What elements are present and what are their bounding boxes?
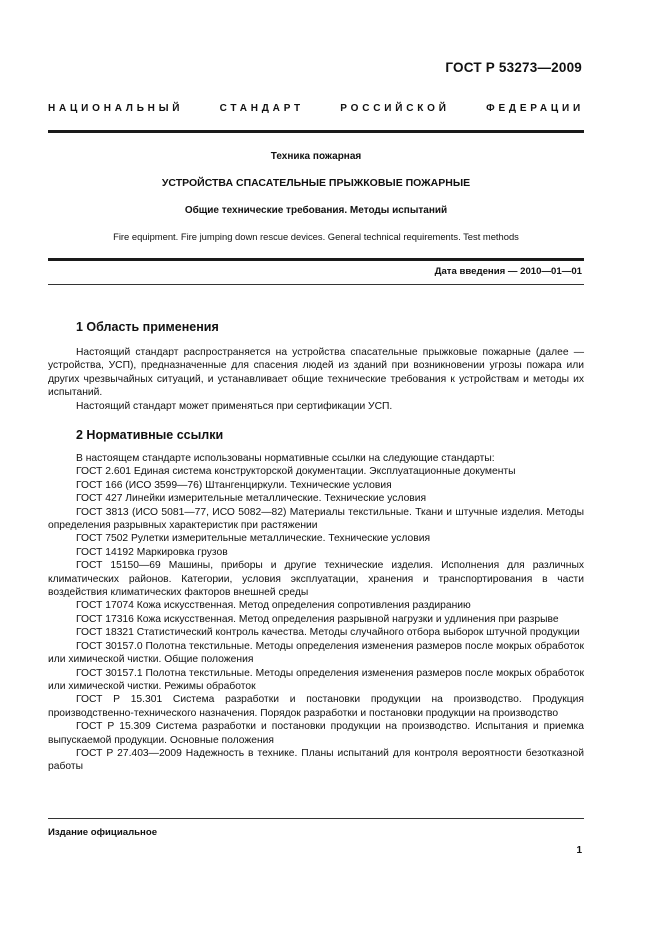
reference-item: ГОСТ 17316 Кожа искусственная. Метод определения разрывной нагрузки и удлинения при разрыве — [76, 613, 559, 625]
title-divider — [48, 258, 584, 261]
top-divider — [48, 130, 584, 133]
section-2-heading: 2 Нормативные ссылки — [76, 428, 224, 442]
footer-divider — [48, 818, 584, 819]
reference-item: ГОСТ Р 27.403—2009 Надежность в технике. Планы испытаний для контроля вероятности безотказной работы — [48, 747, 584, 773]
national-standard-banner: НАЦИОНАЛЬНЫЙ СТАНДАРТ РОССИЙСКОЙ ФЕДЕРАЦИИ — [48, 103, 584, 114]
reference-item: ГОСТ 17074 Кожа искусственная. Метод определения сопротивления раздиранию — [76, 600, 471, 612]
reference-item: ГОСТ 15150—69 Машины, приборы и другие технические изделия. Исполнения для различных климатических районов. Категории, условия эксплуатации, хранения и транспортирования в части воздействия климатических факторов внешней среды — [48, 560, 584, 599]
document-subtitle: Общие технические требования. Методы испытаний — [184, 205, 448, 216]
section-1-paragraph: Настоящий стандарт распространяется на устройства спасательные прыжковые пожарные (далее — устройства, УСП), предназначенные для спасения людей из зданий при возникновении угрозы пожара или других чрезвычайных ситуаций, и устанавливает общие технические требования к устройствам и методы их испытаний. — [48, 347, 584, 399]
reference-item: ГОСТ Р 15.301 Система разработки и постановки продукции на производство. Продукция производственно-технического назначения. Порядок разработки и постановки продукции на производство — [48, 694, 584, 719]
section-2-body — [48, 452, 584, 774]
reference-item: ГОСТ 166 (ИСО 3599—76) Штангенциркули. Технические условия — [76, 479, 392, 491]
reference-item: ГОСТ 2.601 Единая система конструкторской документации. Эксплуатационные документы — [76, 466, 516, 478]
reference-item: ГОСТ 3813 (ИСО 5081—77, ИСО 5082—82) Материалы текстильные. Ткани и штучные изделия. Методы определения разрывных характеристик при растяжении — [48, 506, 584, 532]
reference-intro: В настоящем стандарте использованы нормативные ссылки на следующие стандарты: — [76, 453, 495, 464]
reference-item: ГОСТ Р 15.309 Система разработки и постановки продукции на производство. Испытания и приемка выпускаемой продукции. Основные положения — [48, 721, 584, 746]
date-divider — [48, 284, 584, 285]
introduction-date: Дата введения — 2010—01—01 — [434, 266, 582, 277]
section-1-body — [48, 346, 584, 413]
page-number: 1 — [576, 845, 582, 856]
reference-item: ГОСТ 14192 Маркировка грузов — [76, 546, 228, 558]
reference-item: ГОСТ 30157.1 Полотна текстильные. Методы определения изменения размеров после мокрых обработок или химической чистки. Режимы обработок — [48, 667, 584, 692]
official-edition-label: Издание официальное — [48, 827, 158, 838]
english-title: Fire equipment. Fire jumping down rescue devices. General technical requirements. Test methods — [113, 231, 519, 242]
reference-item: ГОСТ 7502 Рулетки измерительные металлические. Технические условия — [76, 533, 431, 545]
subject-heading: Техника пожарная — [270, 151, 362, 162]
document-code: ГОСТ Р 53273—2009 — [445, 60, 582, 75]
document-title: УСТРОЙСТВА СПАСАТЕЛЬНЫЕ ПРЫЖКОВЫЕ ПОЖАРНЫЕ — [161, 177, 471, 189]
reference-item: ГОСТ 18321 Статистический контроль качества. Методы случайного отбора выборок штучной продукции — [76, 627, 580, 639]
reference-item: ГОСТ 427 Линейки измерительные металлические. Технические условия — [76, 493, 427, 505]
section-1-paragraph: Настоящий стандарт может применяться при сертификации УСП. — [76, 400, 393, 412]
section-1-heading: 1 Область применения — [76, 320, 219, 334]
reference-item: ГОСТ 30157.0 Полотна текстильные. Методы определения изменения размеров после мокрых обработок или химической чистки. Общие положения — [48, 640, 584, 666]
